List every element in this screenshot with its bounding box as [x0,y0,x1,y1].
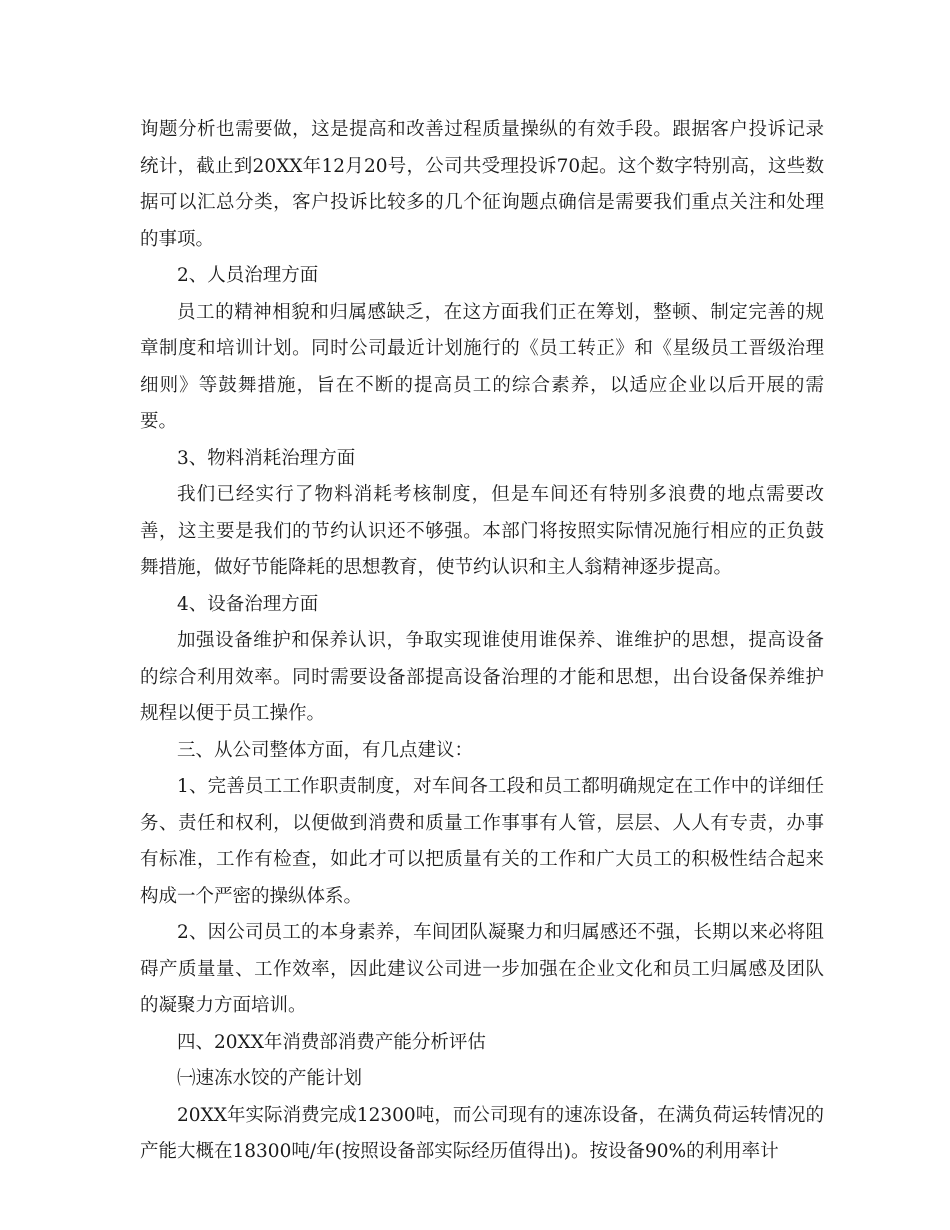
heading-capacity-analysis: 四、20XX年消费部消费产能分析评估 [177,1031,486,1053]
paragraph-material-consumption: 我们已经实行了物料消耗考核制度，但是车间还有特别多浪费的地点需要改善，这主要是我们的节约认识还不够强。本部门将按照实际情况施行相应的正负鼓舞措施，做好节能降耗的思想教育，使节约认识和主人翁精神逐步提高。 [140,484,824,578]
paragraph-equipment-management: 加强设备维护和保养认识，争取实现谁使用谁保养、谁维护的思想，提高设备的综合利用效率。同时需要设备部提高设备治理的才能和思想，出台设备保养维护规程以便于员工操作。 [140,630,824,724]
document-body [140,112,824,1171]
paragraph-personnel-management: 员工的精神相貌和归属感缺乏，在这方面我们正在筹划，整顿、制定完善的规章制度和培训计划。同时公司最近计划施行的《员工转正》和《星级员工晋级治理细则》等鼓舞措施，旨在不断的提高员工的综合素养，以适应企业以后开展的需要。 [140,301,824,432]
heading-dumpling-capacity-plan: ㈠速冻水饺的产能计划 [177,1068,363,1089]
paragraph-suggestion-2: 2、因公司员工的本身素养，车间团队凝聚力和归属感还不强，长期以来必将阻碍产质量量、工作效率，因此建议公司进一步加强在企业文化和员工归属感及团队的凝聚力方面培训。 [140,922,824,1016]
heading-company-suggestions: 三、从公司整体方面，有几点建议： [177,739,474,761]
paragraph-complaint-analysis: 询题分析也需要做，这是提高和改善过程质量操纵的有效手段。跟据客户投诉记录统计，截止到20XX年12月20号，公司共受理投诉70起。这个数字特别高，这些数据可以汇总分类，客户投诉比较多的几个征询题点确信是需要我们重点关注和处理的事项。 [140,119,824,250]
heading-equipment-management: 4、设备治理方面 [177,593,319,615]
heading-material-consumption: 3、物料消耗治理方面 [177,447,356,469]
heading-personnel-management: 2、人员治理方面 [177,265,319,286]
paragraph-dumpling-capacity: 20XX年实际消费完成12300吨，而公司现有的速冻设备，在满负荷运转情况的产能大概在18300吨/年(按照设备部实际经历值得出)。按设备90%的利用率计 [140,1104,824,1162]
paragraph-suggestion-1: 1、完善员工工作职责制度，对车间各工段和员工都明确规定在工作中的详细任务、责任和权利，以便做到消费和质量工作事事有人管，层层、人人有专责，办事有标准，工作有检查，如此才可以把质量有关的工作和广大员工的积极性结合起来构成一个严密的操纵体系。 [140,776,824,907]
